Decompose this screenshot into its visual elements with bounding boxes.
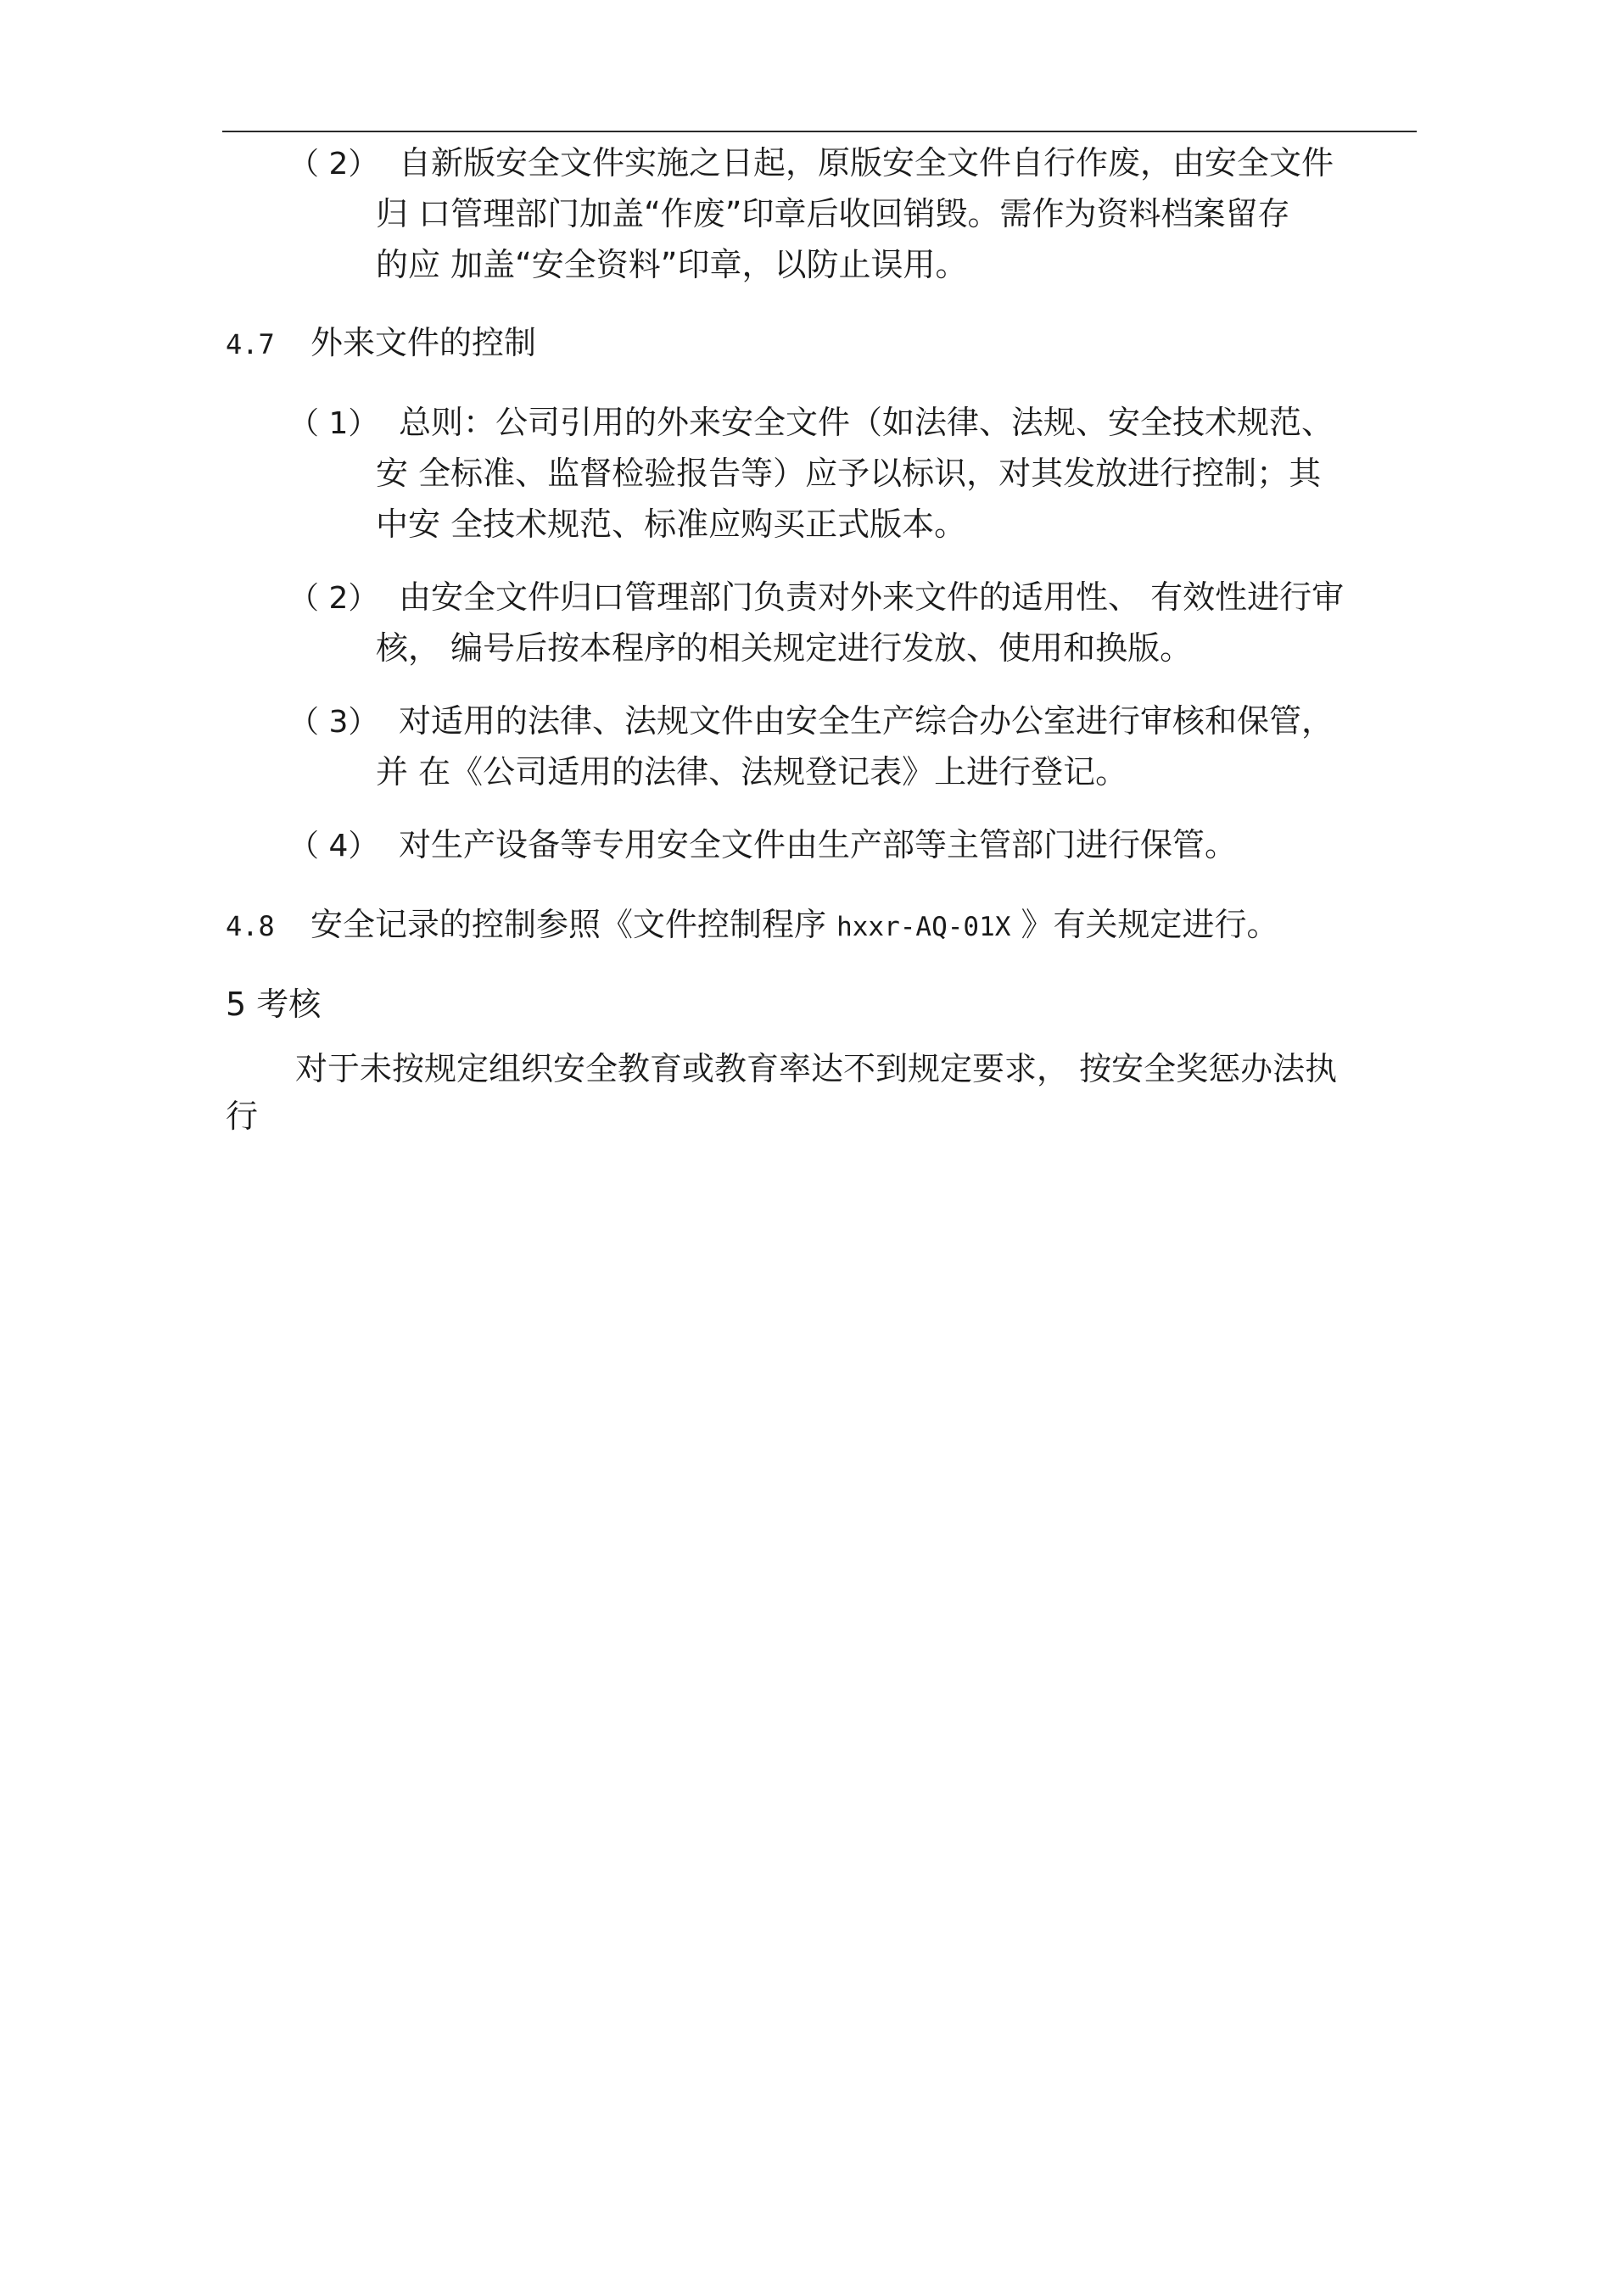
section-number: 4.8 [226, 910, 275, 942]
section-heading: 5 考核 [226, 986, 322, 1023]
section-number: 4.7 [226, 328, 275, 360]
paragraph-line: 并 在《公司适用的法律、法规登记表》上进行登记。 [376, 753, 1128, 790]
paragraph-line: 中安 全技术规范、标准应购买正式版本。 [376, 506, 967, 543]
header-rule [222, 131, 1417, 132]
paragraph-line: 自新版安全文件实施之日起，原版安全文件自行作废，由安全文件 [399, 144, 1334, 182]
paragraph-line: 对于未按规定组织安全教育或教育率达不到规定要求， 按安全奖惩办法执 [295, 1050, 1338, 1087]
paragraph-line: 安 全标准、监督检验报告等）应予以标识，对其发放进行控制；其 [376, 455, 1322, 492]
section-text-after: 》有关规定进行。 [1010, 906, 1279, 943]
paragraph-line: 对适用的法律、法规文件由安全生产综合办公室进行审核和保管， [399, 702, 1334, 740]
paragraph-line: 由安全文件归口管理部门负责对外来文件的适用性、 有效性进行审 [399, 578, 1345, 616]
paragraph-line: 的应 加盖“安全资料”印章，以防止误用。 [376, 246, 968, 283]
paragraph-line: 总则：公司引用的外来安全文件（如法律、法规、安全技术规范、 [399, 404, 1334, 441]
item-marker: （ 2） [288, 147, 379, 182]
section-text-before: 安全记录的控制参照《文件控制程序 [310, 906, 837, 943]
paragraph-line: 核， 编号后按本程序的相关规定进行发放、使用和换版。 [376, 629, 1193, 667]
document-code: hxxr-AQ-01X [836, 912, 1011, 942]
paragraph-line: 归 口管理部门加盖“作废”印章后收回销毁。需作为资料档案留存 [376, 195, 1290, 232]
paragraph-line: 行 [226, 1098, 259, 1135]
item-marker: （ 1） [288, 406, 379, 441]
paragraph-line: 对生产设备等专用安全文件由生产部等主管部门进行保管。 [399, 826, 1238, 863]
item-marker: （ 3） [288, 705, 379, 740]
section-text [310, 904, 1279, 947]
item-marker: （ 2） [288, 581, 379, 616]
item-marker: （ 4） [288, 829, 379, 863]
section-title: 外来文件的控制 [310, 324, 537, 361]
